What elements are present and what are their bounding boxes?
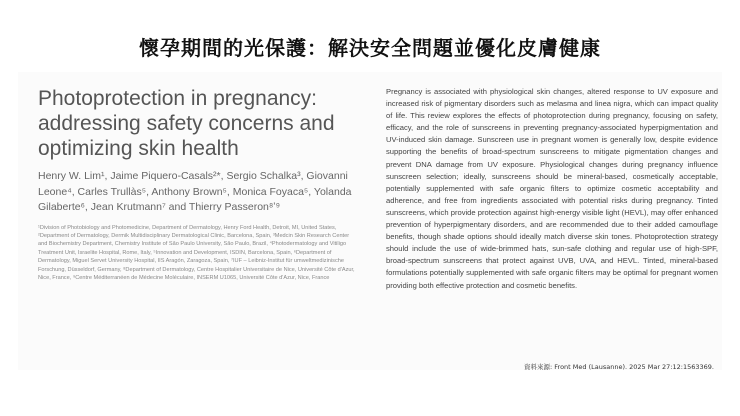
banner-title: 懷孕期間的光保護：解決安全問題並優化皮膚健康 bbox=[139, 36, 601, 60]
affiliation-list: ¹Division of Photobiology and Photomedicine, Department of Dermatology, Henry Ford Health, Detroit, MI, United States, ²Department of Dermatology, Dermik Multidisciplinary Dermatological Clinic, Barcelona, Spain, ³Medcin Skin Research Center and Biochemistry Department, Chemistry Institute of São Paulo University, São Paulo, Brazil, ⁴Photodermatology and Vitiligo Treatment Unit, Israelite Hospital, Rome, Italy, ⁵Innovation and Development, ISDIN, Barcelona, Spain, ⁶Department of Dermatology, Miguel Servet University Hospital, IIS Aragón, Zaragoza, Spain, ⁷IUF – Leibniz-Institut für umweltmedizinische Forschung, Düsseldorf, Germany, ⁸Department of Dermatology, Centre Hospitalier Universitaire de Nice, Université Côte d'Azur, Nice, France, ⁹Centre Méditerranéen de Médecine Moléculaire, INSERM U1065, Université Côte d'Azur, Nice, France bbox=[38, 224, 355, 281]
author-list: Henry W. Lim¹, Jaime Piquero-Casals²*, Sergio Schalka³, Giovanni Leone⁴, Carles Trullàs⁵, Anthony Brown⁵, Monica Foyaca⁵, Yolanda Gilaberte⁶, Jean Krutmann⁷ and Thierry Passeron⁸ʼ⁹ bbox=[38, 170, 352, 213]
paper-title: Photoprotection in pregnancy: addressing safety concerns and optimizing skin health bbox=[38, 87, 335, 160]
paper-excerpt bbox=[18, 72, 722, 370]
abstract-text: Pregnancy is associated with physiological skin changes, altered response to UV exposure and increased risk of pigmentary disorders such as melasma and linea nigra, which can impact quality of life. This review explores the effects of photoprotection during pregnancy, focusing on safety, efficacy, and the role of sunscreens in preventing pregnancy-associated hyperpigmentation and UV-induced skin damage. Sunscreen use in pregnant women is generally low, despite evidence supporting the benefits of broad-spectrum sunscreens to mitigate pigmentation changes and prevent DNA damage from UV exposure. Physiological changes during pregnancy influence sunscreen selection; ideally, sunscreens should be mineral-based, cosmetically acceptable, potentially supplemented with safe organic filters to optimize cosmetic acceptability and adherence, and free from ingredients associated with potential risks during pregnancy. Tinted sunscreens, which provide protection against high-energy visible light (HEVL), may offer enhanced prevention of hyperpigmentary disorders, and are recommended due to their added camouflage benefits, though shade options should ideally match diverse skin tones. Photoprotection strategy should include the use of wide-brimmed hats, sun-safe clothing and regular use of high-SPF, broad-spectrum sunscreens that protect against UVB, UVA, and HEVL. Tinted, mineral-based formulations potentially supplemented with safe organic filters may be optimal for pregnant women providing both effective protection and cosmetic benefits. bbox=[386, 87, 718, 290]
paper-header bbox=[38, 86, 358, 282]
source-citation: 資料來源: Front Med (Lausanne). 2025 Mar 27:12:1563369. bbox=[524, 363, 714, 371]
